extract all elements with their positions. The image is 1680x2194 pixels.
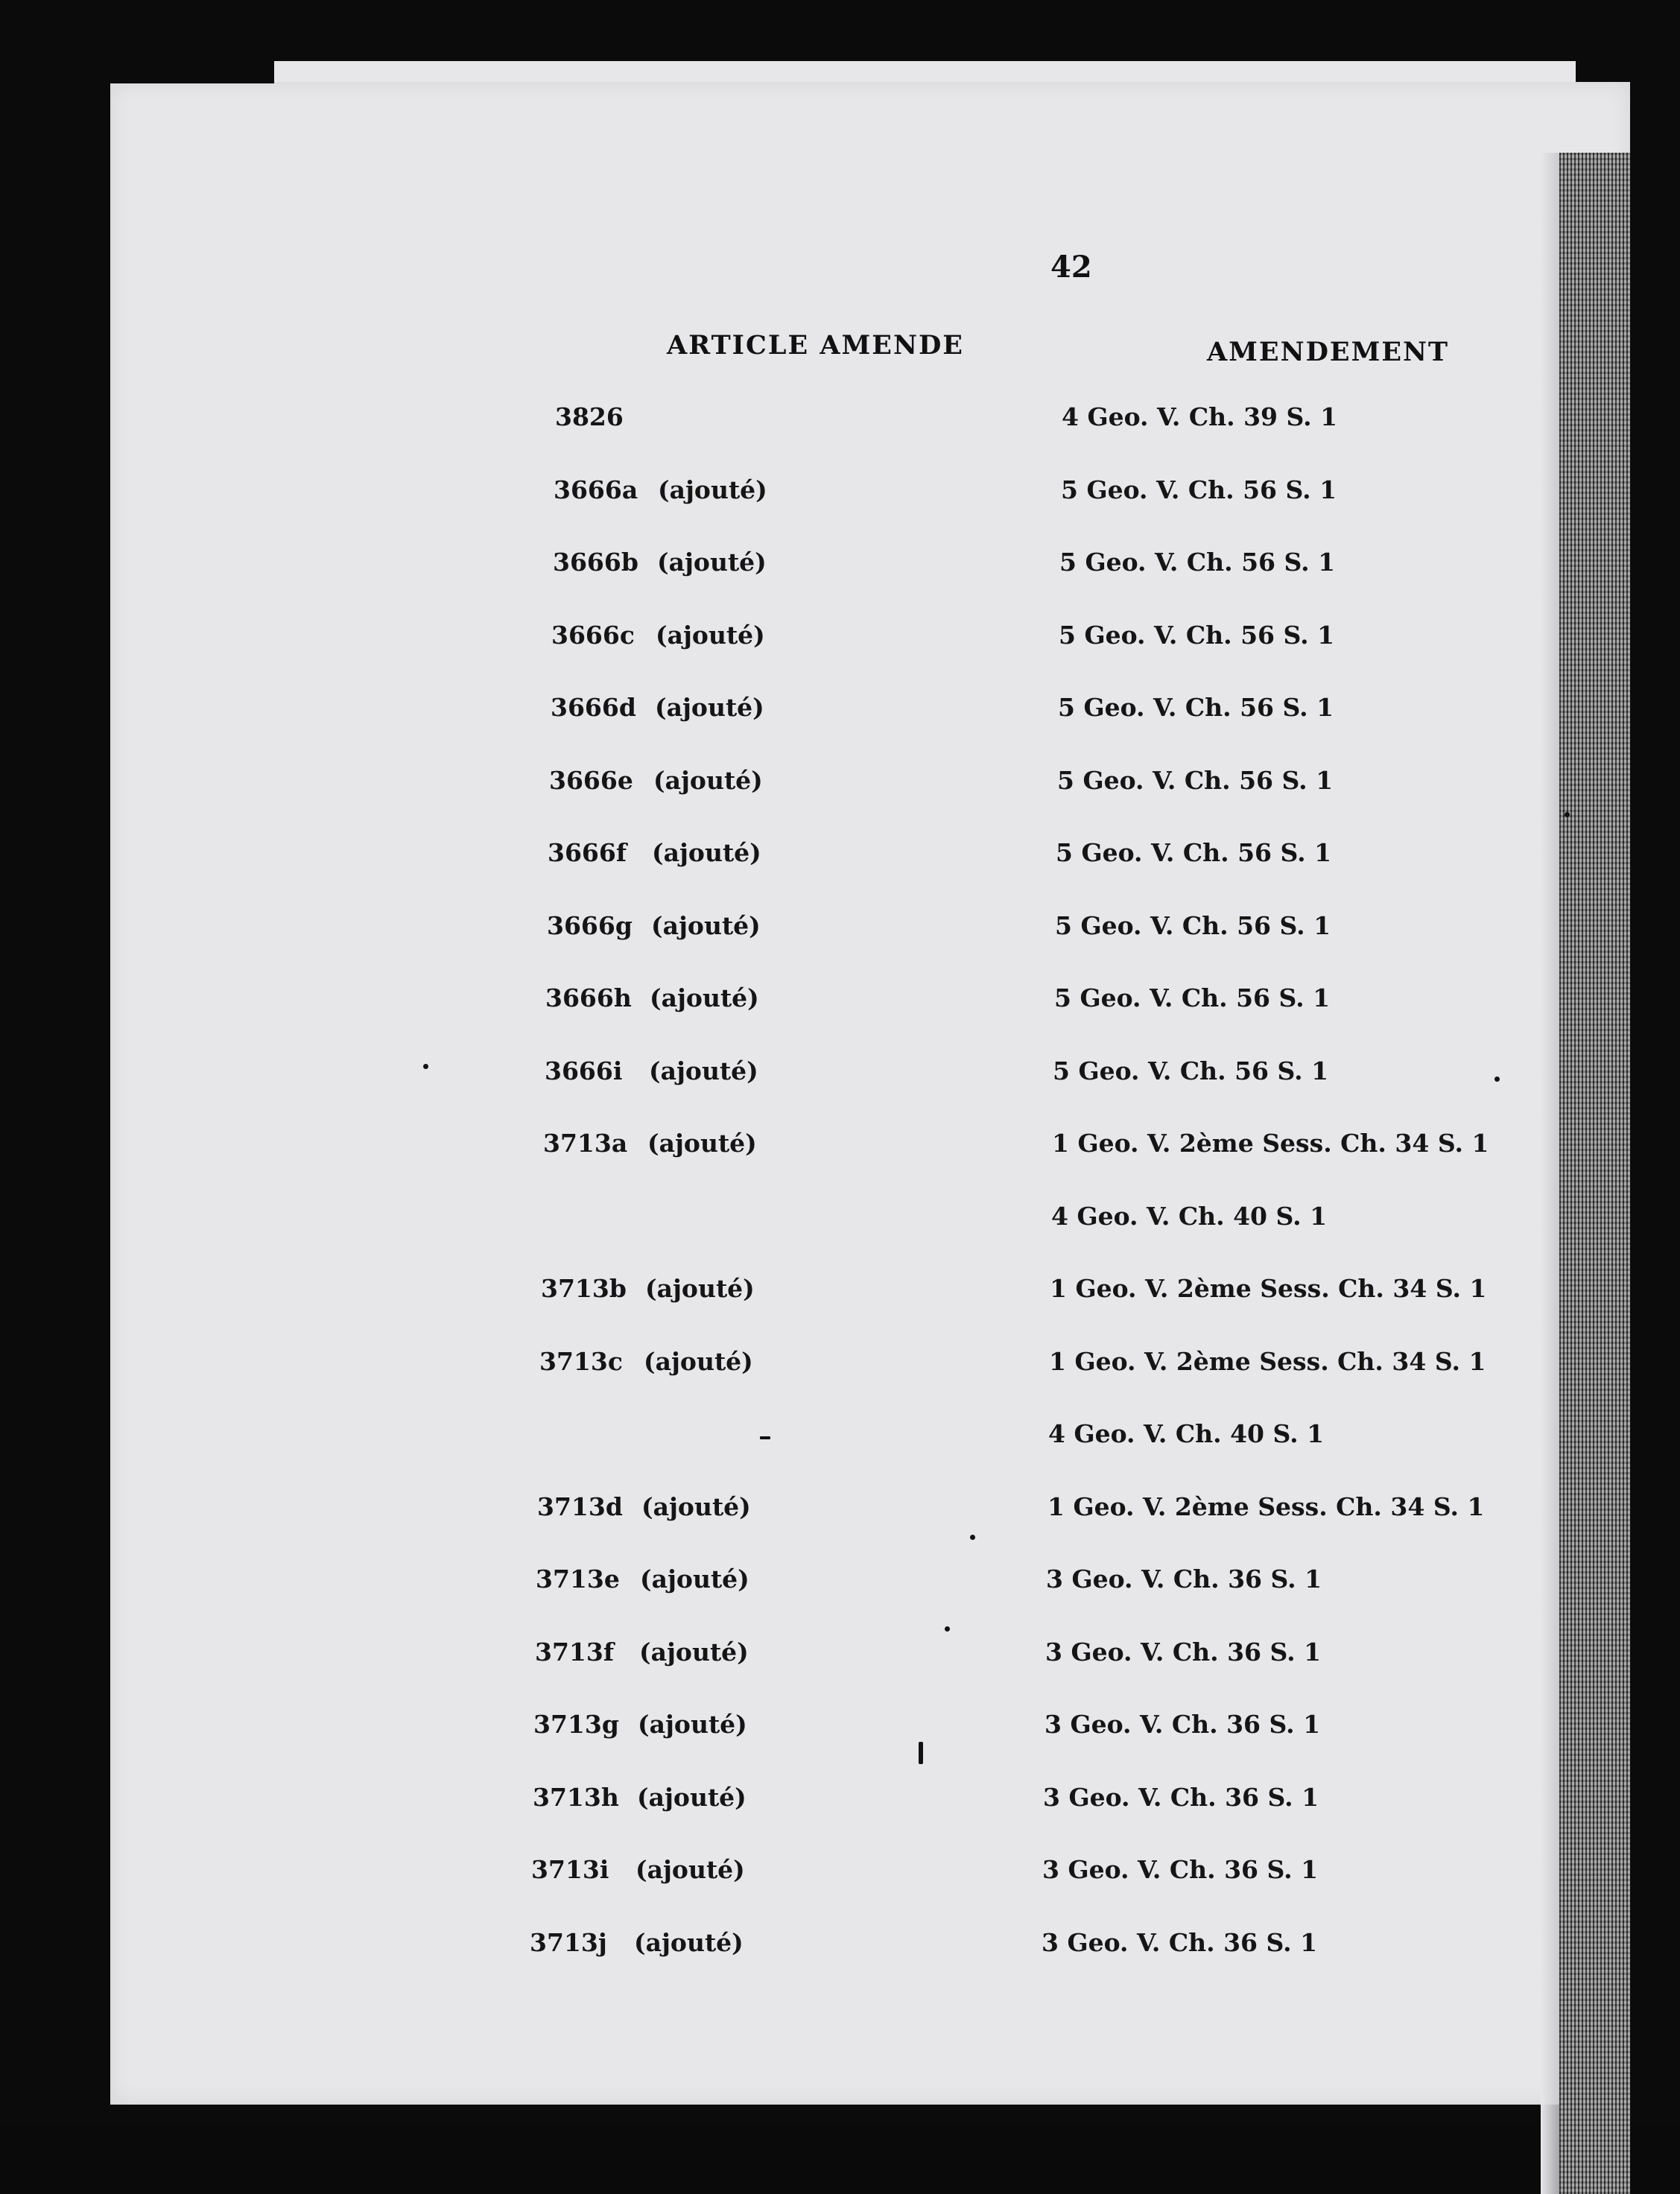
table-row: [0, 911, 1680, 956]
article-cell: [539, 1347, 753, 1376]
table-row: [0, 693, 1680, 738]
article-cell: [542, 1202, 646, 1231]
table-row: [0, 621, 1680, 665]
article-note: (ajouté): [652, 838, 761, 867]
article-number: 3713e: [536, 1564, 620, 1594]
article-number: 3666b: [553, 548, 638, 577]
article-cell: [554, 475, 767, 504]
table-row: [0, 838, 1680, 883]
article-note: (ajouté): [656, 621, 765, 650]
article-note: (ajouté): [639, 1637, 749, 1667]
article-note: (ajouté): [650, 983, 759, 1012]
article-cell: [545, 1056, 758, 1085]
article-number: 3666e: [549, 766, 633, 795]
article-number: 3666d: [551, 693, 636, 722]
article-cell: [543, 1129, 757, 1158]
article-cell: [547, 911, 761, 940]
article-note: (ajouté): [655, 693, 764, 722]
article-note: (ajouté): [649, 1056, 758, 1085]
article-note: (ajouté): [653, 766, 763, 795]
article-cell: [553, 548, 767, 577]
article-note: (ajouté): [658, 475, 767, 504]
article-cell: [551, 621, 765, 650]
amendment-cell: 4 Geo. V. Ch. 40 S. 1: [1051, 1202, 1328, 1231]
article-number: 3713b: [541, 1274, 627, 1303]
article-cell: [535, 1637, 749, 1667]
article-cell: [541, 1274, 755, 1303]
article-note: (ajouté): [640, 1564, 749, 1594]
table-row: [0, 1419, 1680, 1464]
article-cell: [549, 766, 763, 795]
table-row: [0, 548, 1680, 592]
article-number: 3666f: [548, 838, 627, 867]
amendment-cell: 4 Geo. V. Ch. 39 S. 1: [1062, 402, 1338, 431]
scan-speck: [919, 1742, 923, 1764]
amendment-cell: 5 Geo. V. Ch. 56 S. 1: [1053, 1056, 1329, 1085]
amendment-cell: 5 Geo. V. Ch. 56 S. 1: [1055, 911, 1331, 940]
article-note: (ajouté): [635, 1855, 745, 1884]
article-note: (ajouté): [638, 1710, 747, 1739]
article-cell: [530, 1928, 744, 1957]
article-number: 3666i: [545, 1056, 623, 1085]
table-row: [0, 475, 1680, 520]
header-amendment: AMENDEMENT: [1207, 337, 1450, 367]
table-row: [0, 766, 1680, 811]
table-row: [0, 1564, 1680, 1609]
amendment-cell: 1 Geo. V. 2ème Sess. Ch. 34 S. 1: [1049, 1347, 1486, 1376]
header-article: ARTICLE AMENDE: [667, 330, 964, 361]
article-number: 3713h: [533, 1783, 619, 1812]
table-row: [0, 983, 1680, 1028]
table-row: [0, 1202, 1680, 1246]
table-row: [0, 1129, 1680, 1173]
article-cell: [548, 838, 761, 867]
article-cell: [551, 693, 764, 722]
article-number: 3666h: [545, 983, 632, 1012]
article-number: 3666a: [554, 475, 638, 504]
amendment-cell: 3 Geo. V. Ch. 36 S. 1: [1042, 1928, 1318, 1957]
table-row: [0, 402, 1680, 447]
article-cell: [537, 1492, 751, 1521]
article-note: (ajouté): [637, 1783, 747, 1812]
scan-speck: [945, 1626, 950, 1632]
article-number: 3826: [555, 402, 624, 431]
article-number: 3713i: [531, 1855, 609, 1884]
amendment-cell: 1 Geo. V. 2ème Sess. Ch. 34 S. 1: [1050, 1274, 1487, 1303]
article-note: (ajouté): [647, 1129, 757, 1158]
article-cell: [533, 1710, 747, 1739]
article-number: 3666g: [547, 911, 633, 940]
article-note: (ajouté): [634, 1928, 744, 1957]
table-row: [0, 1928, 1680, 1973]
article-cell: [555, 402, 659, 431]
amendment-cell: 5 Geo. V. Ch. 56 S. 1: [1056, 838, 1332, 867]
article-number: 3666c: [551, 621, 635, 650]
scan-speck: [1565, 812, 1570, 817]
amendment-cell: 5 Geo. V. Ch. 56 S. 1: [1057, 766, 1334, 795]
article-cell: [531, 1855, 745, 1884]
article-number: 3713c: [539, 1347, 623, 1376]
amendment-cell: 3 Geo. V. Ch. 36 S. 1: [1043, 1783, 1319, 1812]
table-row: [0, 1855, 1680, 1900]
table-row: [0, 1274, 1680, 1319]
amendment-cell: 5 Geo. V. Ch. 56 S. 1: [1058, 693, 1334, 722]
table-row: [0, 1637, 1680, 1682]
article-cell: [533, 1783, 747, 1812]
article-number: 3713a: [543, 1129, 628, 1158]
amendment-cell: 5 Geo. V. Ch. 56 S. 1: [1061, 475, 1337, 504]
table-row: [0, 1056, 1680, 1101]
article-number: 3713j: [530, 1928, 607, 1957]
article-number: 3713g: [533, 1710, 619, 1739]
page-number: 42: [1050, 250, 1092, 285]
article-note: (ajouté): [641, 1492, 751, 1521]
table-row: [0, 1710, 1680, 1754]
article-cell: [536, 1564, 749, 1594]
article-note: (ajouté): [645, 1274, 755, 1303]
amendment-cell: 3 Geo. V. Ch. 36 S. 1: [1045, 1637, 1322, 1667]
amendment-cell: 1 Geo. V. 2ème Sess. Ch. 34 S. 1: [1047, 1492, 1485, 1521]
amendment-cell: 4 Geo. V. Ch. 40 S. 1: [1048, 1419, 1325, 1448]
amendment-cell: 3 Geo. V. Ch. 36 S. 1: [1045, 1710, 1321, 1739]
article-note: (ajouté): [644, 1347, 753, 1376]
scan-speck: [1494, 1077, 1500, 1082]
amendment-cell: 3 Geo. V. Ch. 36 S. 1: [1046, 1564, 1322, 1594]
table-row: [0, 1783, 1680, 1827]
amendment-cell: 5 Geo. V. Ch. 56 S. 1: [1054, 983, 1331, 1012]
amendment-cell: 3 Geo. V. Ch. 36 S. 1: [1042, 1855, 1319, 1884]
table-row: [0, 1347, 1680, 1392]
table-row: [0, 1492, 1680, 1537]
scan-speck: [423, 1064, 428, 1069]
article-cell: [545, 983, 759, 1012]
scan-speck: [760, 1436, 770, 1439]
article-note: (ajouté): [651, 911, 761, 940]
scan-speck: [970, 1535, 975, 1540]
amendment-cell: 5 Geo. V. Ch. 56 S. 1: [1059, 548, 1336, 577]
amendment-cell: 1 Geo. V. 2ème Sess. Ch. 34 S. 1: [1052, 1129, 1489, 1158]
article-number: 3713f: [535, 1637, 615, 1667]
article-note: (ajouté): [657, 548, 767, 577]
article-number: 3713d: [537, 1492, 623, 1521]
article-cell: [539, 1419, 643, 1448]
amendment-cell: 5 Geo. V. Ch. 56 S. 1: [1059, 621, 1335, 650]
